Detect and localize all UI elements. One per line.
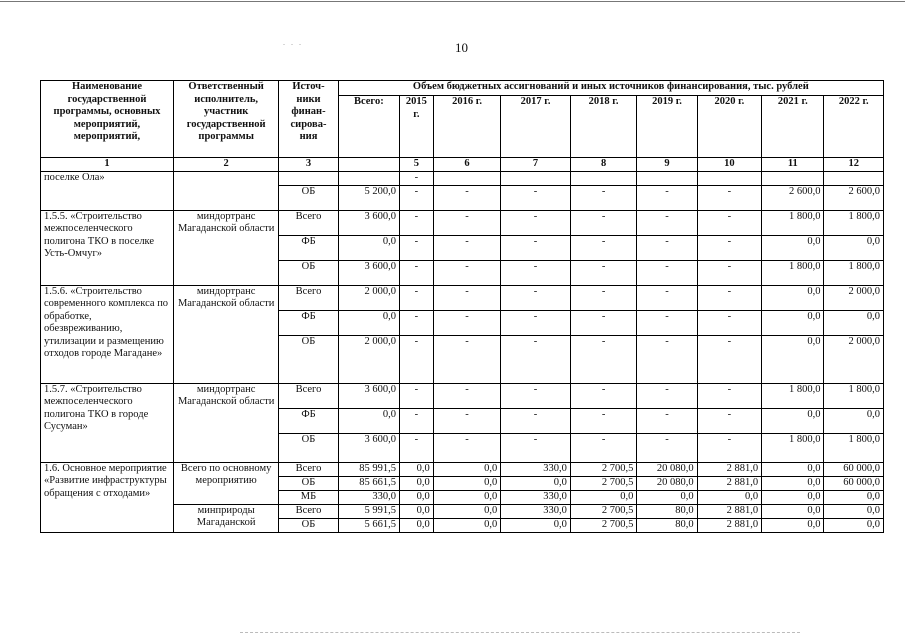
header-year: 2021 г. (762, 96, 824, 158)
year-value: - (570, 433, 636, 462)
source: ОБ (279, 518, 338, 532)
source: Всего (279, 285, 338, 310)
year-value (697, 172, 761, 186)
column-number: 12 (824, 158, 884, 172)
year-value: - (501, 285, 571, 310)
year-value: 2 700,5 (570, 476, 636, 490)
total-value: 5 200,0 (338, 185, 399, 210)
measure-name: 1.5.5. «Строительство межпоселенческого полигона ТКО в поселке Усть-Омчуг» (41, 210, 174, 285)
header-funding-group: Объем бюджетных ассигнований и иных источников финансирования, тыс. рублей (338, 81, 883, 96)
year-value: - (637, 310, 697, 335)
column-number: 7 (501, 158, 571, 172)
year-value: 0,0 (570, 490, 636, 504)
year-value: - (570, 235, 636, 260)
year-value: 0,0 (824, 310, 884, 335)
year-value: 0,0 (824, 518, 884, 532)
year-value: 330,0 (501, 504, 571, 518)
year-value: 0,0 (400, 490, 434, 504)
source: ФБ (279, 408, 338, 433)
table-row (41, 285, 884, 310)
year-value: - (433, 260, 501, 285)
total-value: 0,0 (338, 408, 399, 433)
year-value: - (570, 408, 636, 433)
year-value: - (400, 172, 434, 186)
year-value: - (501, 310, 571, 335)
year-value: - (637, 185, 697, 210)
header-year: 2018 г. (570, 96, 636, 158)
year-value: 2 881,0 (697, 504, 761, 518)
year-value: - (433, 310, 501, 335)
source: ОБ (279, 185, 338, 210)
header-year: 2022 г. (824, 96, 884, 158)
year-value: 2 881,0 (697, 518, 761, 532)
source: Всего (279, 462, 338, 476)
column-number: 3 (279, 158, 338, 172)
total-value: 2 000,0 (338, 335, 399, 383)
year-value: - (433, 285, 501, 310)
year-value: - (697, 433, 761, 462)
year-value: 2 000,0 (824, 285, 884, 310)
header-year: 2019 г. (637, 96, 697, 158)
source: Всего (279, 210, 338, 235)
total-value: 3 600,0 (338, 383, 399, 408)
total-value: 85 991,5 (338, 462, 399, 476)
year-value: - (501, 335, 571, 383)
year-value: 0,0 (762, 490, 824, 504)
year-value: 0,0 (824, 408, 884, 433)
year-value: 2 000,0 (824, 335, 884, 383)
table-row (41, 383, 884, 408)
year-value: - (570, 285, 636, 310)
year-value: 0,0 (637, 490, 697, 504)
table-row (41, 172, 884, 186)
header-year: 2017 г. (501, 96, 571, 158)
year-value: 0,0 (762, 504, 824, 518)
responsible (173, 172, 278, 211)
year-value: 80,0 (637, 504, 697, 518)
column-number-row (41, 158, 884, 172)
year-value: - (433, 335, 501, 383)
year-value: - (501, 185, 571, 210)
year-value: 2 600,0 (824, 185, 884, 210)
column-number: 8 (570, 158, 636, 172)
year-value: 1 800,0 (762, 383, 824, 408)
column-number: 5 (400, 158, 434, 172)
year-value: - (400, 260, 434, 285)
year-value: - (433, 383, 501, 408)
measure-name: 1.6. Основное мероприятие «Развитие инфраструктуры обращения с отходами» (41, 462, 174, 532)
year-value: - (697, 235, 761, 260)
year-value: - (570, 383, 636, 408)
year-value: 0,0 (400, 518, 434, 532)
page-number: 10 (455, 40, 468, 55)
source: ФБ (279, 310, 338, 335)
year-value: 0,0 (697, 490, 761, 504)
year-value: - (400, 408, 434, 433)
year-value: 20 080,0 (637, 476, 697, 490)
total-value: 2 000,0 (338, 285, 399, 310)
year-value: 1 800,0 (762, 433, 824, 462)
year-value: 330,0 (501, 490, 571, 504)
column-number: 6 (433, 158, 501, 172)
year-value: 1 800,0 (824, 383, 884, 408)
year-value: 1 800,0 (762, 210, 824, 235)
column-number: 2 (173, 158, 278, 172)
column-number (338, 158, 399, 172)
year-value: - (697, 210, 761, 235)
total-value: 85 661,5 (338, 476, 399, 490)
year-value: - (637, 408, 697, 433)
header-year: 2015 г. (400, 96, 434, 158)
total-value: 3 600,0 (338, 260, 399, 285)
year-value: - (501, 260, 571, 285)
scan-artifact-line (240, 632, 800, 633)
year-value (762, 172, 824, 186)
year-value: - (433, 210, 501, 235)
source: ФБ (279, 235, 338, 260)
year-value: 0,0 (433, 518, 501, 532)
total-value: 3 600,0 (338, 433, 399, 462)
year-value: - (501, 383, 571, 408)
year-value: - (433, 433, 501, 462)
year-value: - (400, 235, 434, 260)
total-value (338, 172, 399, 186)
year-value: 80,0 (637, 518, 697, 532)
year-value: - (637, 210, 697, 235)
year-value: 0,0 (762, 235, 824, 260)
year-value: 2 600,0 (762, 185, 824, 210)
measure-name: поселке Ола» (41, 172, 174, 211)
year-value: - (501, 210, 571, 235)
year-value: 2 881,0 (697, 476, 761, 490)
year-value: 0,0 (762, 310, 824, 335)
source: ОБ (279, 335, 338, 383)
year-value: 0,0 (762, 285, 824, 310)
responsible: минприроды Магаданской (173, 504, 278, 532)
year-value (433, 172, 501, 186)
year-value: - (433, 408, 501, 433)
year-value (824, 172, 884, 186)
year-value: 1 800,0 (824, 210, 884, 235)
year-value: - (697, 383, 761, 408)
year-value: - (697, 285, 761, 310)
year-value: - (637, 383, 697, 408)
source (279, 172, 338, 186)
year-value: 0,0 (762, 408, 824, 433)
header-program-name: Наименование государственной программы, основных мероприятий, мероприятий, (41, 81, 174, 158)
measure-name: 1.5.7. «Строительство межпоселенческого полигона ТКО в городе Сусуман» (41, 383, 174, 462)
year-value: 1 800,0 (824, 433, 884, 462)
header-total: Всего: (338, 96, 399, 158)
year-value: 2 700,5 (570, 518, 636, 532)
source: Всего (279, 383, 338, 408)
year-value: - (501, 433, 571, 462)
column-number: 10 (697, 158, 761, 172)
year-value: - (570, 260, 636, 285)
year-value: 60 000,0 (824, 476, 884, 490)
year-value (501, 172, 571, 186)
year-value: 330,0 (501, 462, 571, 476)
year-value: 1 800,0 (824, 260, 884, 285)
year-value: 0,0 (400, 462, 434, 476)
header-source: Источ-ники финан-сирова-ния (279, 81, 338, 158)
column-number: 1 (41, 158, 174, 172)
year-value: 0,0 (762, 462, 824, 476)
year-value: 60 000,0 (824, 462, 884, 476)
source: ОБ (279, 260, 338, 285)
year-value: - (400, 433, 434, 462)
measure-name: 1.5.6. «Строительство современного комплекса по обработке, обезвреживанию, утилизации и размещению отходов городе Магадане» (41, 285, 174, 383)
year-value: - (400, 383, 434, 408)
year-value: - (433, 185, 501, 210)
top-border-line (0, 1, 905, 2)
year-value: 0,0 (824, 504, 884, 518)
year-value: - (400, 285, 434, 310)
year-value: - (501, 408, 571, 433)
year-value: 0,0 (762, 476, 824, 490)
budget-table (40, 80, 884, 533)
year-value (570, 172, 636, 186)
year-value: - (570, 310, 636, 335)
year-value: 0,0 (400, 476, 434, 490)
responsible: миндортранс Магаданской области (173, 285, 278, 383)
year-value: 0,0 (762, 335, 824, 383)
year-value: - (400, 210, 434, 235)
total-value: 5 661,5 (338, 518, 399, 532)
year-value: - (400, 185, 434, 210)
year-value: - (501, 235, 571, 260)
year-value: 0,0 (824, 235, 884, 260)
total-value: 0,0 (338, 310, 399, 335)
year-value: - (637, 285, 697, 310)
total-value: 5 991,5 (338, 504, 399, 518)
year-value: - (570, 335, 636, 383)
responsible: миндортранс Магаданской области (173, 210, 278, 285)
year-value: 2 700,5 (570, 504, 636, 518)
year-value: - (433, 235, 501, 260)
year-value: - (697, 335, 761, 383)
year-value: 0,0 (501, 518, 571, 532)
year-value: - (697, 260, 761, 285)
total-value: 330,0 (338, 490, 399, 504)
source: Всего (279, 504, 338, 518)
header-responsible: Ответственный исполнитель, участник государственной программы (173, 81, 278, 158)
year-value: 2 881,0 (697, 462, 761, 476)
year-value: - (697, 185, 761, 210)
total-value: 3 600,0 (338, 210, 399, 235)
year-value: - (637, 433, 697, 462)
table-row (41, 462, 884, 476)
source: ОБ (279, 476, 338, 490)
year-value: 0,0 (762, 518, 824, 532)
source: МБ (279, 490, 338, 504)
total-value: 0,0 (338, 235, 399, 260)
year-value: 0,0 (433, 504, 501, 518)
year-value: - (637, 235, 697, 260)
responsible: миндортранс Магаданской области (173, 383, 278, 462)
column-number: 11 (762, 158, 824, 172)
year-value: - (697, 408, 761, 433)
header-year: 2016 г. (433, 96, 501, 158)
year-value: 0,0 (400, 504, 434, 518)
year-value: 0,0 (433, 490, 501, 504)
year-value: - (570, 210, 636, 235)
scan-artifact-dots: . . . (283, 38, 303, 47)
table-row (41, 210, 884, 235)
year-value: 1 800,0 (762, 260, 824, 285)
year-value: 0,0 (433, 476, 501, 490)
column-number: 9 (637, 158, 697, 172)
year-value: - (637, 260, 697, 285)
source: ОБ (279, 433, 338, 462)
responsible: Всего по основному мероприятию (173, 462, 278, 504)
year-value: 0,0 (501, 476, 571, 490)
year-value: 2 700,5 (570, 462, 636, 476)
year-value: - (400, 310, 434, 335)
year-value: 0,0 (433, 462, 501, 476)
year-value: - (570, 185, 636, 210)
year-value (637, 172, 697, 186)
year-value: 20 080,0 (637, 462, 697, 476)
year-value: - (400, 335, 434, 383)
year-value: - (697, 310, 761, 335)
year-value: - (637, 335, 697, 383)
header-year: 2020 г. (697, 96, 761, 158)
year-value: 0,0 (824, 490, 884, 504)
